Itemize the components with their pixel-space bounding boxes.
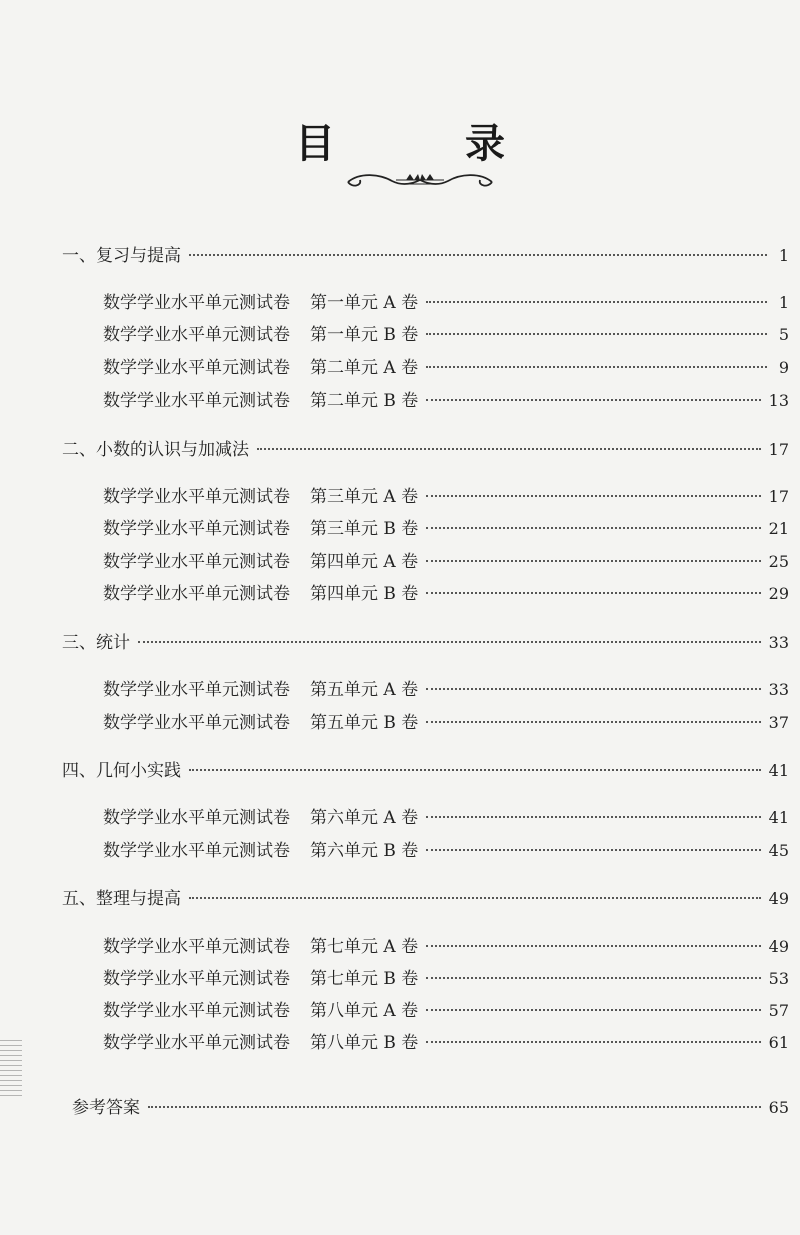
dot-leader — [426, 1041, 760, 1043]
toc-entry-label — [103, 711, 418, 735]
page-number: 61 — [768, 1033, 789, 1052]
entry-book-title: 数学学业水平单元测试卷 — [103, 937, 290, 957]
toc-entry-label — [103, 582, 418, 606]
toc-entry[interactable] — [103, 678, 789, 702]
dot-leader — [426, 333, 767, 335]
toc-section-4-label — [62, 759, 181, 783]
entry-unit: 第一单元 A 卷 — [310, 293, 419, 313]
dot-leader — [426, 560, 761, 562]
page-number: 41 — [768, 761, 789, 780]
toc-entry[interactable] — [103, 550, 789, 574]
page-number: 33 — [768, 633, 789, 652]
toc-entry-label — [103, 806, 418, 830]
ornament-divider-icon — [340, 168, 500, 194]
entry-unit: 第一单元 B 卷 — [310, 325, 419, 345]
toc-entry-label — [103, 678, 418, 702]
entry-unit: 第七单元 B 卷 — [310, 969, 419, 989]
entry-unit: 第四单元 A 卷 — [310, 552, 419, 572]
toc-entry[interactable] — [103, 389, 789, 413]
entry-book-title: 数学学业水平单元测试卷 — [103, 325, 290, 345]
entry-book-title: 数学学业水平单元测试卷 — [103, 391, 290, 411]
section-title: 四、几何小实践 — [62, 761, 181, 781]
entry-unit: 第八单元 A 卷 — [310, 1001, 419, 1021]
toc-entry[interactable] — [103, 711, 789, 735]
toc-entry[interactable] — [103, 806, 789, 830]
answers-title: 参考答案 — [72, 1098, 140, 1118]
dot-leader — [426, 977, 760, 979]
dot-leader — [426, 301, 767, 303]
entry-book-title: 数学学业水平单元测试卷 — [103, 487, 290, 507]
page-edge-marks — [0, 1040, 22, 1100]
page-number: 25 — [768, 552, 789, 571]
dot-leader — [138, 641, 761, 643]
entry-unit: 第三单元 B 卷 — [310, 519, 419, 539]
toc-entry[interactable] — [103, 999, 789, 1023]
toc-entry-label — [103, 323, 418, 347]
toc-answers-label — [72, 1096, 140, 1120]
toc-entry[interactable] — [103, 839, 789, 863]
entry-unit: 第二单元 B 卷 — [310, 391, 419, 411]
entry-book-title: 数学学业水平单元测试卷 — [103, 713, 290, 733]
dot-leader — [426, 495, 761, 497]
entry-book-title: 数学学业水平单元测试卷 — [103, 969, 290, 989]
dot-leader — [426, 688, 761, 690]
toc-entry-label — [103, 485, 418, 509]
toc-entry-label — [103, 839, 418, 863]
toc-section-3-label — [62, 631, 130, 655]
entry-book-title: 数学学业水平单元测试卷 — [103, 680, 290, 700]
page-number: 53 — [768, 969, 789, 988]
dot-leader — [426, 399, 760, 401]
dot-leader — [426, 816, 761, 818]
toc-entry-label — [103, 999, 418, 1023]
entry-unit: 第六单元 B 卷 — [310, 841, 419, 861]
entry-unit: 第二单元 A 卷 — [310, 358, 419, 378]
page-number: 1 — [778, 246, 789, 265]
entry-book-title: 数学学业水平单元测试卷 — [103, 1033, 290, 1053]
page-number: 45 — [768, 841, 789, 860]
page-number: 9 — [778, 358, 789, 377]
dot-leader — [426, 849, 760, 851]
toc-answers[interactable] — [72, 1096, 789, 1120]
entry-book-title: 数学学业水平单元测试卷 — [103, 584, 290, 604]
entry-unit: 第三单元 A 卷 — [310, 487, 419, 507]
toc-entry[interactable] — [103, 291, 789, 315]
section-title: 三、统计 — [62, 633, 130, 653]
entry-book-title: 数学学业水平单元测试卷 — [103, 358, 290, 378]
toc-entry-label — [103, 550, 418, 574]
dot-leader — [148, 1106, 761, 1108]
toc-entry-label — [103, 1031, 418, 1055]
dot-leader — [426, 1009, 761, 1011]
dot-leader — [426, 592, 760, 594]
entry-unit: 第四单元 B 卷 — [310, 584, 419, 604]
entry-book-title: 数学学业水平单元测试卷 — [103, 841, 290, 861]
toc-entry-label — [103, 967, 418, 991]
entry-unit: 第六单元 A 卷 — [310, 808, 419, 828]
dot-leader — [189, 897, 761, 899]
toc-entry[interactable] — [103, 323, 789, 347]
page-number: 41 — [768, 808, 789, 827]
toc-entry-label — [103, 389, 418, 413]
page-number: 33 — [768, 680, 789, 699]
page-number: 1 — [778, 293, 789, 312]
entry-unit: 第五单元 B 卷 — [310, 713, 419, 733]
page-number: 17 — [768, 487, 789, 506]
toc-entry-label — [103, 935, 418, 959]
page-number: 13 — [768, 391, 789, 410]
page-number: 17 — [768, 440, 789, 459]
toc-section-3[interactable] — [62, 631, 789, 655]
entry-book-title: 数学学业水平单元测试卷 — [103, 552, 290, 572]
page-number: 5 — [778, 325, 789, 344]
toc-entry[interactable] — [103, 356, 789, 380]
page-number: 37 — [768, 713, 789, 732]
toc-entry[interactable] — [103, 517, 789, 541]
toc-entry-label — [103, 291, 418, 315]
toc-section-1-label — [62, 244, 181, 268]
toc-section-5[interactable] — [62, 887, 789, 911]
toc-section-5-label — [62, 887, 181, 911]
dot-leader — [426, 945, 761, 947]
dot-leader — [426, 366, 767, 368]
dot-leader — [257, 448, 761, 450]
section-title: 二、小数的认识与加减法 — [62, 440, 249, 460]
toc-entry[interactable] — [103, 1031, 789, 1055]
toc-entry-label — [103, 517, 418, 541]
entry-book-title: 数学学业水平单元测试卷 — [103, 519, 290, 539]
toc-entry[interactable] — [103, 485, 789, 509]
toc-section-2[interactable] — [62, 438, 789, 462]
toc-section-4[interactable] — [62, 759, 789, 783]
toc-entry[interactable] — [103, 935, 789, 959]
toc-section-2-label — [62, 438, 249, 462]
page-number: 65 — [768, 1098, 789, 1117]
page-number: 29 — [768, 584, 789, 603]
toc-section-1[interactable] — [62, 244, 789, 268]
entry-book-title: 数学学业水平单元测试卷 — [103, 808, 290, 828]
entry-unit: 第五单元 A 卷 — [310, 680, 419, 700]
page-number: 49 — [768, 937, 789, 956]
page-number: 57 — [768, 1001, 789, 1020]
entry-book-title: 数学学业水平单元测试卷 — [103, 293, 290, 313]
page-title: 目 录 — [295, 121, 563, 167]
section-title: 五、整理与提高 — [62, 889, 181, 909]
entry-book-title: 数学学业水平单元测试卷 — [103, 1001, 290, 1021]
dot-leader — [426, 721, 760, 723]
page-number: 21 — [768, 519, 789, 538]
page-number: 49 — [768, 889, 789, 908]
dot-leader — [189, 769, 761, 771]
entry-unit: 第七单元 A 卷 — [310, 937, 419, 957]
entry-unit: 第八单元 B 卷 — [310, 1033, 419, 1053]
toc-entry[interactable] — [103, 582, 789, 606]
dot-leader — [426, 527, 760, 529]
toc-entry[interactable] — [103, 967, 789, 991]
dot-leader — [189, 254, 767, 256]
section-title: 一、复习与提高 — [62, 246, 181, 266]
toc-entry-label — [103, 356, 418, 380]
